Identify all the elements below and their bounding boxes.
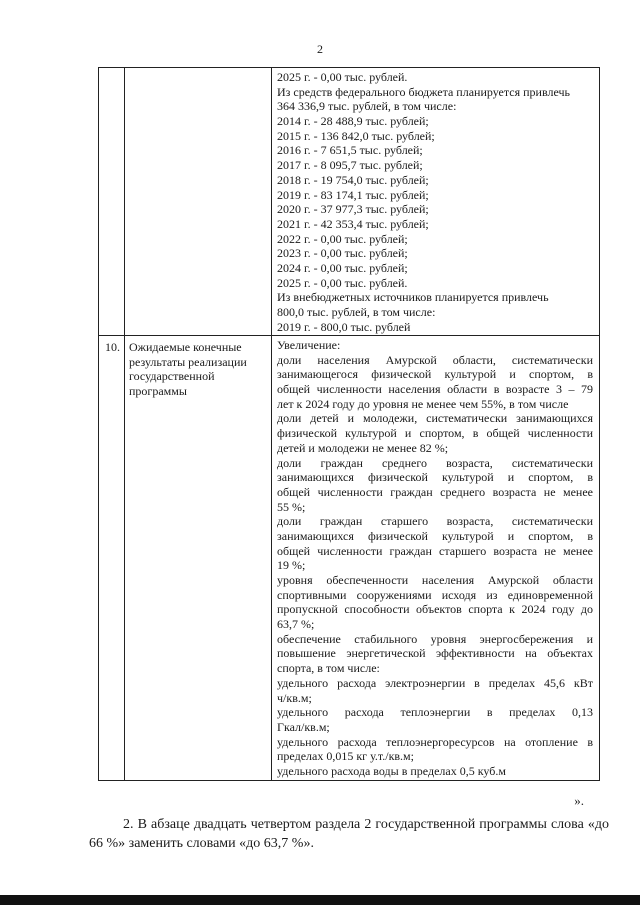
text-line: пропускной способности объектов спорта к 2024 году до	[277, 602, 593, 617]
text-line: 800,0 тыс. рублей, в том числе:	[277, 305, 436, 319]
text-line: занимающихся физической культурой и спортом, в	[277, 470, 593, 485]
text-line: удельного расхода воды в пределах 0,5 куб.м	[277, 763, 506, 778]
text-line: пределах 0,015 кг у.т./кв.м;	[277, 749, 414, 764]
text-line: занимающегося физической культурой и спортом, в	[277, 367, 593, 382]
text-line: 2024 г. - 0,00 тыс. рублей;	[277, 260, 408, 275]
text-line: 2022 г. - 0,00 тыс. рублей;	[277, 231, 408, 246]
expected-results-text	[277, 338, 593, 779]
text-line: 2016 г. - 7 651,5 тыс. рублей;	[277, 143, 423, 158]
text-line: доли детей и молодежи, систематически занимающихся	[277, 411, 593, 426]
text-line: удельного расхода теплоэнергоресурсов на отопление в	[277, 734, 593, 749]
row-divider	[99, 335, 599, 336]
text-line: 2023 г. - 0,00 тыс. рублей;	[277, 246, 408, 261]
text-line: доли граждан среднего возраста, систематически	[277, 455, 593, 470]
text-line: удельного расхода теплоэнергии в пределах 0,13	[277, 705, 593, 720]
text-line: 2025 г. - 0,00 тыс. рублей.	[277, 70, 408, 84]
text-line: Из средств федерального бюджета планируется привлечь	[277, 84, 570, 99]
text-line: 2015 г. - 136 842,0 тыс. рублей;	[277, 128, 435, 143]
text-line: занимающихся физической культурой и спортом, в	[277, 528, 593, 543]
text-line: Из внебюджетных источников планируется привлечь	[277, 290, 549, 305]
amendment-paragraph	[89, 815, 609, 853]
scan-edge	[0, 895, 640, 905]
text-line: ч/кв.м;	[277, 690, 312, 705]
text-line: 2018 г. - 19 754,0 тыс. рублей;	[277, 172, 429, 187]
text-line: детей и молодежи не менее 82 %;	[277, 440, 449, 455]
text-line: 2019 г. - 800,0 тыс. рублей	[277, 319, 411, 334]
text-line: 2017 г. - 8 095,7 тыс. рублей;	[277, 158, 423, 173]
text-line: 2020 г. - 37 977,3 тыс. рублей;	[277, 202, 429, 217]
text-line: повышение энергетической эффективности на объектах	[277, 646, 593, 661]
text-line: физической культурой и спортом, в общей численности	[277, 426, 593, 441]
text-line: Гкал/кв.м;	[277, 719, 330, 734]
text-line: доли населения Амурской области, систематически	[277, 352, 593, 367]
text-line: 19 %;	[277, 558, 306, 573]
text-line: спорта, в том числе:	[277, 661, 380, 676]
text-line: лет к 2024 году до уровня не менее чем 55%, в том числе	[277, 396, 569, 411]
text-line: 63,7 %;	[277, 617, 315, 632]
column-divider	[124, 68, 125, 780]
text-line: 55 %;	[277, 499, 306, 514]
column-divider	[271, 68, 272, 780]
text-line: обеспечение стабильного уровня энергосбережения и	[277, 631, 593, 646]
document-table	[98, 67, 600, 781]
text-line: 2019 г. - 83 174,1 тыс. рублей;	[277, 187, 429, 202]
closing-quote: ».	[574, 793, 584, 808]
text-line: уровня обеспеченности населения Амурской области	[277, 573, 593, 587]
text-line: удельного расхода электроэнергии в пределах 45,6 кВт	[277, 675, 593, 690]
row-number: 10.	[105, 340, 120, 354]
text-line: доли граждан старшего возраста, систематически	[277, 514, 593, 529]
text-line: 2014 г. - 28 488,9 тыс. рублей;	[277, 114, 429, 129]
text-line: общей численности граждан старшего возраста не менее	[277, 543, 593, 558]
funding-cell-text	[277, 70, 593, 334]
page-number: 2	[317, 42, 323, 56]
text-line: 2025 г. - 0,00 тыс. рублей.	[277, 275, 408, 290]
text-line: спортивными сооружениями исходя из единовременной	[277, 587, 593, 602]
row-label: Ожидаемые конечные результаты реализации государственной программы	[129, 340, 247, 399]
text-line: 2021 г. - 42 353,4 тыс. рублей;	[277, 216, 429, 231]
text-line: 364 336,9 тыс. рублей, в том числе:	[277, 99, 457, 114]
paragraph-text: 2. В абзаце двадцать четвертом раздела 2 государственной программы слова «до 66 %» заменить словами «до 63,7 %».	[89, 817, 609, 851]
text-line: общей численности граждан среднего возраста не менее	[277, 484, 593, 499]
text-line: Увеличение:	[277, 338, 341, 352]
text-line: общей численности населения области в возрасте 3 – 79	[277, 382, 593, 397]
